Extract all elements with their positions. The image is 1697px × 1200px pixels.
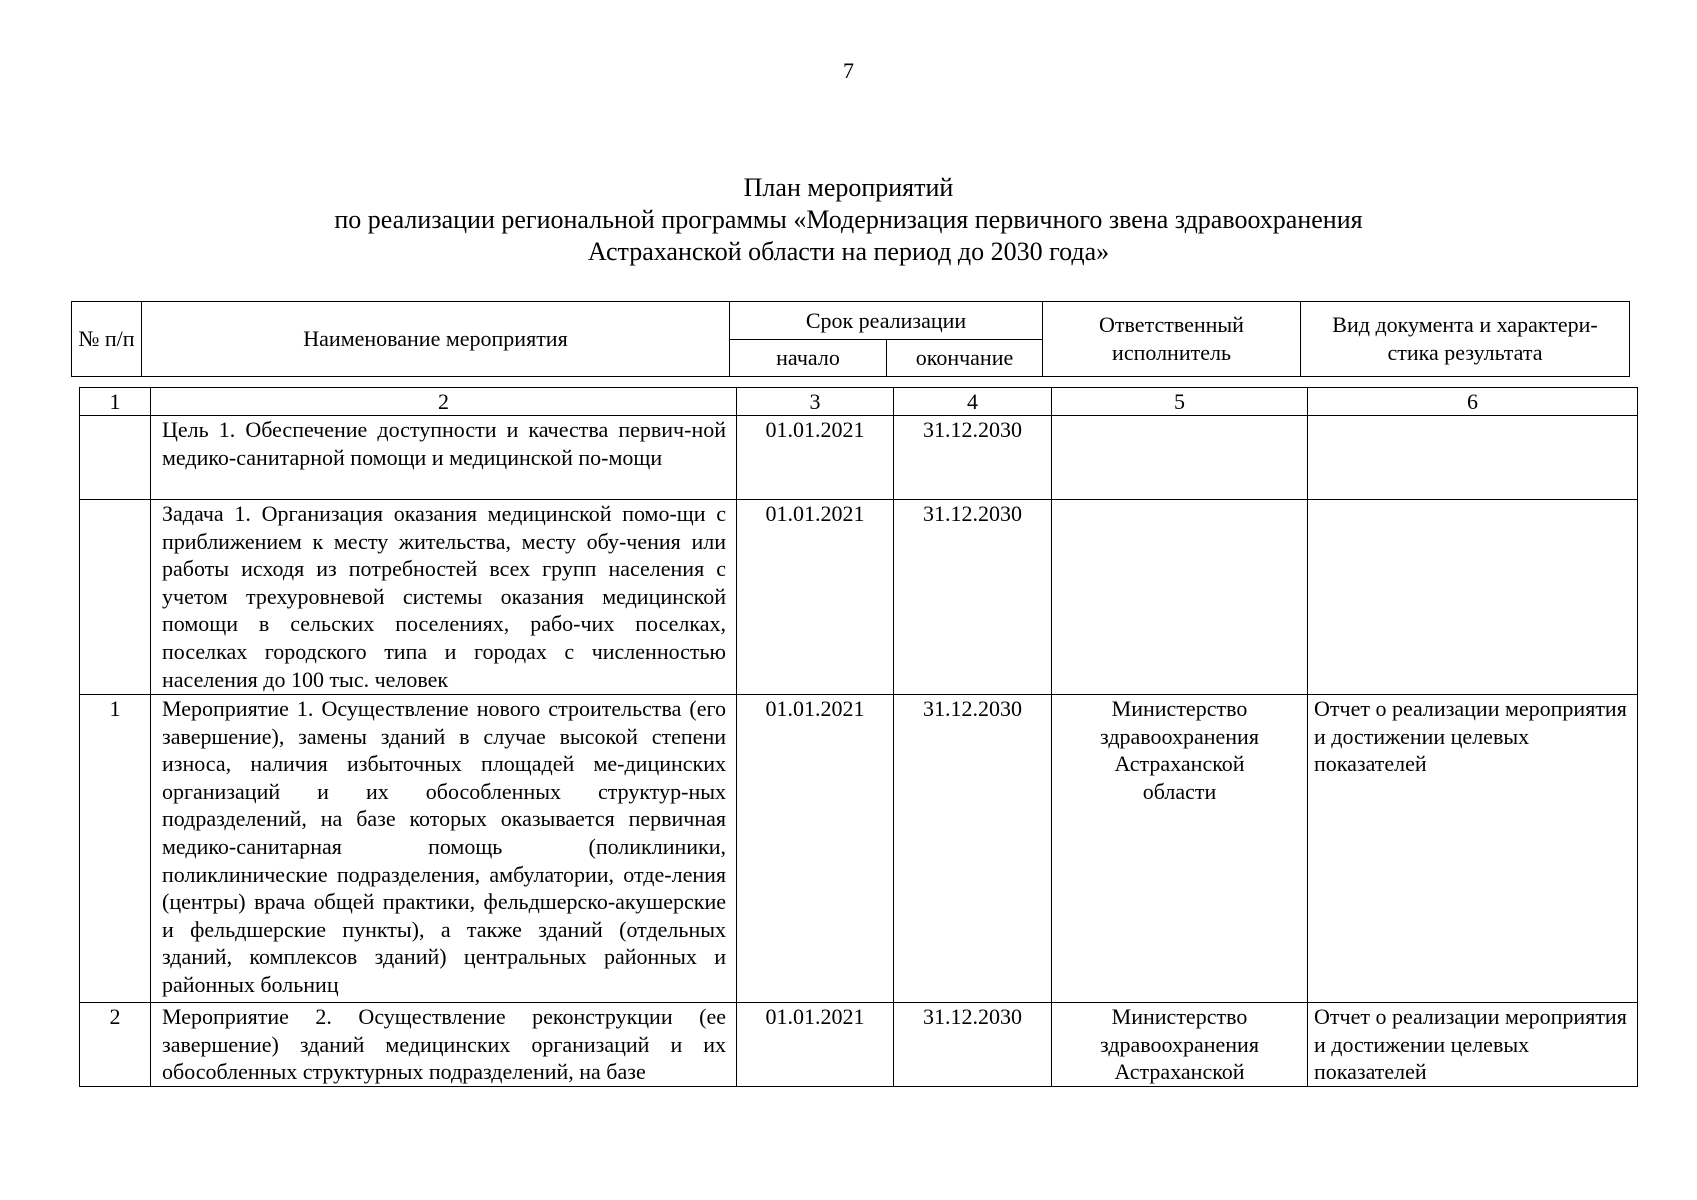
row-end: 31.12.2030 [894,695,1052,1003]
column-number: 1 [80,388,151,416]
column-number: 3 [737,388,894,416]
row-document: Отчет о реализации мероприятия и достижении целевых показателей [1308,1003,1638,1087]
column-number: 6 [1308,388,1638,416]
document-title [0,172,1697,268]
row-num: 1 [80,695,151,1003]
column-number: 2 [151,388,737,416]
row-responsible [1052,416,1308,500]
title-line-1: План мероприятий [743,173,954,202]
table-row [80,695,1638,1003]
column-number-row [80,388,1638,416]
row-num: 2 [80,1003,151,1087]
header-name: Наименование мероприятия [142,302,730,377]
row-end: 31.12.2030 [894,1003,1052,1087]
table-header [71,301,1630,377]
header-end: окончание [887,340,1043,377]
row-name: Мероприятие 2. Осуществление реконструкции (ее завершение) зданий медицинских организаций и их обособленных структурных подразделений, на базе [151,1003,737,1087]
header-responsible: Ответственный исполнитель [1043,302,1301,377]
row-start: 01.01.2021 [737,416,894,500]
row-start: 01.01.2021 [737,1003,894,1087]
table-row [80,416,1638,500]
table-row [80,1003,1638,1087]
row-document: Отчет о реализации мероприятия и достижении целевых показателей [1308,695,1638,1003]
column-number: 5 [1052,388,1308,416]
row-name: Мероприятие 1. Осуществление нового строительства (его завершение), замены зданий в случае высокой степени износа, наличия избыточных площадей ме-дицинских организаций и их обособленных структур-ных подразделений, на базе которых оказывается первичная медико-санитарная помощь (поликлиники, поликлинические подразделения, амбулатории, отде-ления (центры) врача общей практики, фельдшерско-акушерские и фельдшерские пункты), а также зданий (отдельных зданий, комплексов зданий) центральных районных и районных больниц [151,695,737,1003]
title-line-2: по реализации региональной программы «Модернизация первичного звена здравоохранения [334,205,1363,234]
header-start: начало [730,340,887,377]
row-document [1308,416,1638,500]
row-name: Задача 1. Организация оказания медицинской помо-щи с приближением к месту жительства, месту обу-чения или работы исходя из потребностей всех групп населения с учетом трехуровневой системы оказания медицинской помощи в сельских поселениях, рабо-чих поселках, поселках городского типа и городах с численностью населения до 100 тыс. человек [151,500,737,695]
header-num: № п/п [72,302,142,377]
row-document [1308,500,1638,695]
plan-table [79,387,1638,1087]
page-number: 7 [843,58,854,83]
header-document: Вид документа и характери-стика результата [1301,302,1630,377]
row-responsible [1052,500,1308,695]
row-start: 01.01.2021 [737,695,894,1003]
title-line-3: Астраханской области на период до 2030 года» [587,237,1110,266]
row-responsible: Министерство здравоохранения Астраханской [1052,1003,1308,1087]
header-term: Срок реализации [730,302,1043,340]
row-num [80,500,151,695]
row-start: 01.01.2021 [737,500,894,695]
table-row [80,500,1638,695]
row-name: Цель 1. Обеспечение доступности и качества первич-ной медико-санитарной помощи и медицинской по-мощи [151,416,737,500]
row-end: 31.12.2030 [894,500,1052,695]
row-num [80,416,151,500]
column-number: 4 [894,388,1052,416]
row-end: 31.12.2030 [894,416,1052,500]
row-responsible: Министерство здравоохранения Астраханской области [1052,695,1308,1003]
